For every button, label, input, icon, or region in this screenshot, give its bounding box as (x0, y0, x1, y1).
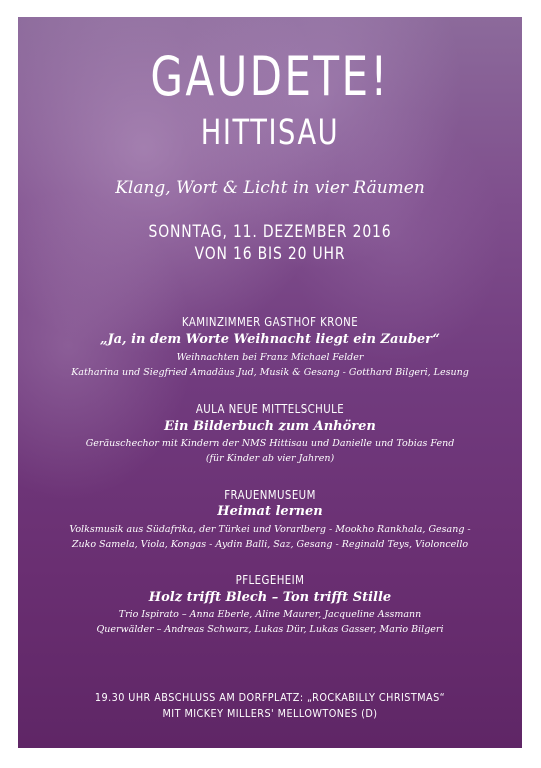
date-line-2: VON 16 BIS 20 UHR (194, 244, 346, 264)
section-detail-4-2: Querwälder – Andreas Schwarz, Lukas Dür, Lukas Gasser, Mario Bilgeri (96, 624, 444, 635)
section-venue-1: KAMINZIMMER GASTHOF KRONE (181, 315, 359, 329)
section-venue-4: PFLEGEHEIM (235, 573, 305, 587)
section-event-4: Holz trifft Blech – Ton trifft Stille (148, 590, 392, 605)
section-event-3: Heimat lernen (217, 504, 323, 519)
section-detail-3-2: Zuko Samela, Viola, Kongas - Aydin Balli, Saz, Gesang - Reginald Teys, Violoncello (71, 539, 469, 550)
section-venue-2: AULA NEUE MITTELSCHULE (195, 402, 345, 416)
section-detail-3-1: Volksmusik aus Südafrika, der Türkei und Vorarlberg - Mookho Rankhala, Gesang - (69, 524, 471, 535)
poster-title: GAUDETE! (150, 45, 390, 108)
section-detail-2-1: Geräuschechor mit Kindern der NMS Hittisau und Danielle und Tobias Fend (85, 438, 455, 449)
poster-subtitle: HITTISAU (200, 113, 340, 153)
section-detail-1-2: Katharina und Siegfried Amadäus Jud, Musik & Gesang - Gotthard Bilgeri, Lesung (71, 367, 469, 378)
poster (18, 17, 522, 748)
section-detail-2-2: (für Kinder ab vier Jahren) (205, 453, 335, 464)
section-venue-3: FRAUENMUSEUM (224, 488, 316, 502)
footer-line-2: MIT MICKEY MILLERS' MELLOWTONES (D) (162, 707, 378, 720)
section-detail-4-1: Trio Ispirato – Anna Eberle, Aline Maurer, Jacqueline Assmann (118, 609, 422, 620)
section-detail-1-1: Weihnachten bei Franz Michael Felder (176, 352, 364, 363)
tagline: Klang, Wort & Licht in vier Räumen (115, 178, 425, 198)
section-event-1: „Ja, in dem Worte Weihnacht liegt ein Zauber“ (100, 332, 440, 347)
footer-line-1: 19.30 UHR ABSCHLUSS AM DORFPLATZ: „ROCKABILLY CHRISTMAS“ (94, 691, 446, 704)
section-event-2: Ein Bilderbuch zum Anhören (164, 419, 376, 434)
date-line-1: SONNTAG, 11. DEZEMBER 2016 (148, 222, 392, 242)
